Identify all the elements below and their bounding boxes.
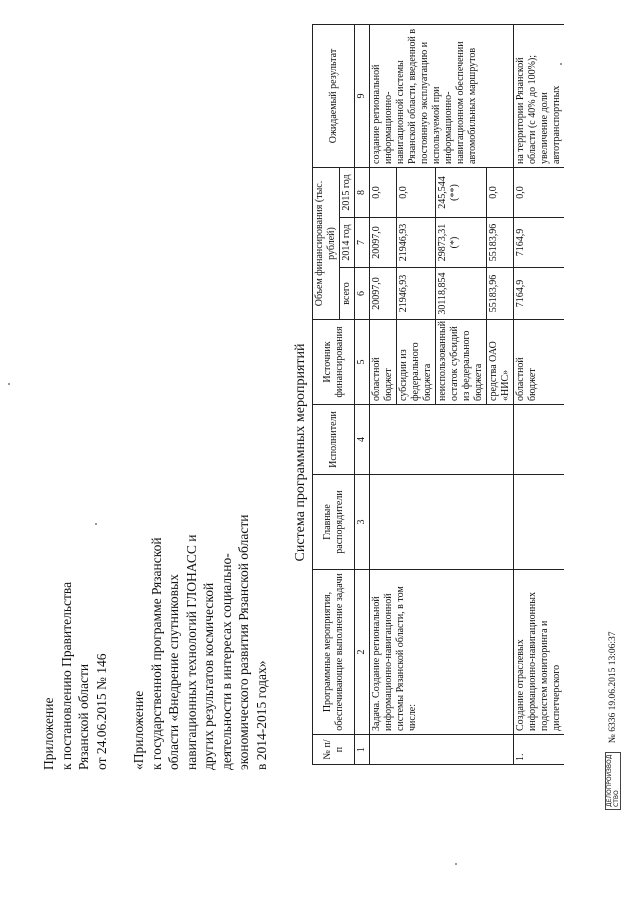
header-result: Ожидаемый результат <box>313 24 355 167</box>
annex-line: деятельности в интересах социально- <box>218 553 234 770</box>
col-number: 3 <box>355 475 370 570</box>
funding-source: средства ОАО «НИС» <box>487 320 514 405</box>
header-measures: Программные мероприятия, обеспечивающие выполнение задачи <box>313 570 355 735</box>
col-number: 8 <box>355 167 370 217</box>
funding-2015: 0,0 <box>397 167 436 217</box>
funding-2014: 20097,0 <box>370 218 397 268</box>
funding-2014: 21946,93 <box>397 218 436 268</box>
funding-total: 30118,854 <box>436 268 487 320</box>
annex-line: экономического развития Рязанской области <box>236 514 251 770</box>
item-managers-cell <box>514 475 565 570</box>
approval-date-number: от 24.06.2015 № 146 <box>93 653 109 770</box>
funding-2015: 0,0 <box>370 167 397 217</box>
registration-footer <box>605 631 621 810</box>
col-number: 1 <box>355 735 370 765</box>
registry-stamp <box>605 752 621 810</box>
approval-line: Приложение <box>41 697 56 770</box>
measures-table <box>312 24 564 765</box>
stamp-line: СТВО <box>613 790 620 807</box>
item-text: Создание отраслевых информационно-навигационных подсистем мониторинга и диспетчерского <box>514 570 565 735</box>
column-number-row <box>355 24 370 764</box>
funding-total: 7164,9 <box>514 268 565 320</box>
header-funding: Объем финансирования (тыс. рублей) <box>313 167 340 319</box>
header-source: Источник финансирования <box>313 320 355 405</box>
funding-source: областной бюджет <box>514 320 565 405</box>
header-num: № п/п <box>313 735 355 765</box>
annex-line: области «Внедрение спутниковых <box>166 574 181 770</box>
funding-total: 20097,0 <box>370 268 397 320</box>
task-managers-cell <box>370 475 514 570</box>
annex-header <box>130 515 270 770</box>
scan-speck <box>455 863 457 865</box>
funding-source: областной бюджет <box>370 320 397 405</box>
section-title: Система программных мероприятий <box>293 343 308 562</box>
header-2015: 2015 год <box>340 167 355 217</box>
funding-2014: 7164,9 <box>514 218 565 268</box>
funding-2015: 0,0 <box>487 167 514 217</box>
funding-source: неиспользованный остаток субсидий из федерального бюджета <box>436 320 487 405</box>
header-total: всего <box>340 268 355 320</box>
header-managers: Главные распорядители <box>313 475 355 570</box>
col-number: 6 <box>355 268 370 320</box>
task-num-cell <box>370 735 514 765</box>
col-number: 7 <box>355 218 370 268</box>
annex-line: «Приложение <box>131 690 146 770</box>
approval-line: Рязанской области <box>76 663 91 770</box>
table-row <box>370 24 397 764</box>
expected-result: создание региональной информационно-навигационной системы Рязанской области, введенной в постоянную эксплуатацию и используемой при информационно-навигационном обеспечении автомобильных маршрутов <box>370 24 514 167</box>
approval-header <box>40 582 110 770</box>
annex-line: навигационных технологий ГЛОНАСС и <box>183 534 199 770</box>
annex-line: к государственной программе Рязанской <box>148 537 164 770</box>
item-num: 1. <box>514 735 565 765</box>
col-number: 9 <box>355 24 370 167</box>
header-executors: Исполнители <box>313 405 355 475</box>
task-text: Задача. Создание региональной информационно-навигационной системы Рязанской области, в том числе: <box>370 570 514 735</box>
stamp-line: ДЕЛОПРОИЗВОД <box>606 754 613 807</box>
scan-speck <box>560 63 562 65</box>
table-row <box>514 24 565 764</box>
funding-2014: 29873,31 (*) <box>436 218 487 268</box>
funding-total: 21946,93 <box>397 268 436 320</box>
annex-line: в 2014-2015 годах» <box>253 660 269 770</box>
funding-2014: 55183,96 <box>487 218 514 268</box>
expected-result: на территории Рязанской области (с 40% до 100%); увеличение доли автотранспортных <box>514 24 565 167</box>
annex-line: других результатов космической <box>201 582 216 770</box>
funding-total: 55183,96 <box>487 268 514 320</box>
scan-speck <box>95 523 97 525</box>
col-number: 2 <box>355 570 370 735</box>
funding-2015: 245,544 (**) <box>436 167 487 217</box>
funding-2015: 0,0 <box>514 167 565 217</box>
approval-line: к постановлению Правительства <box>58 581 74 770</box>
header-row <box>313 24 340 764</box>
task-executors-cell <box>370 405 514 475</box>
funding-source: субсидии из федерального бюджета <box>397 320 436 405</box>
item-executors-cell <box>514 405 565 475</box>
scan-speck <box>8 383 10 385</box>
header-2014: 2014 год <box>340 218 355 268</box>
col-number: 5 <box>355 320 370 405</box>
col-number: 4 <box>355 405 370 475</box>
registration-number: № 6336 19.06.2015 13:06:37 <box>608 631 619 744</box>
